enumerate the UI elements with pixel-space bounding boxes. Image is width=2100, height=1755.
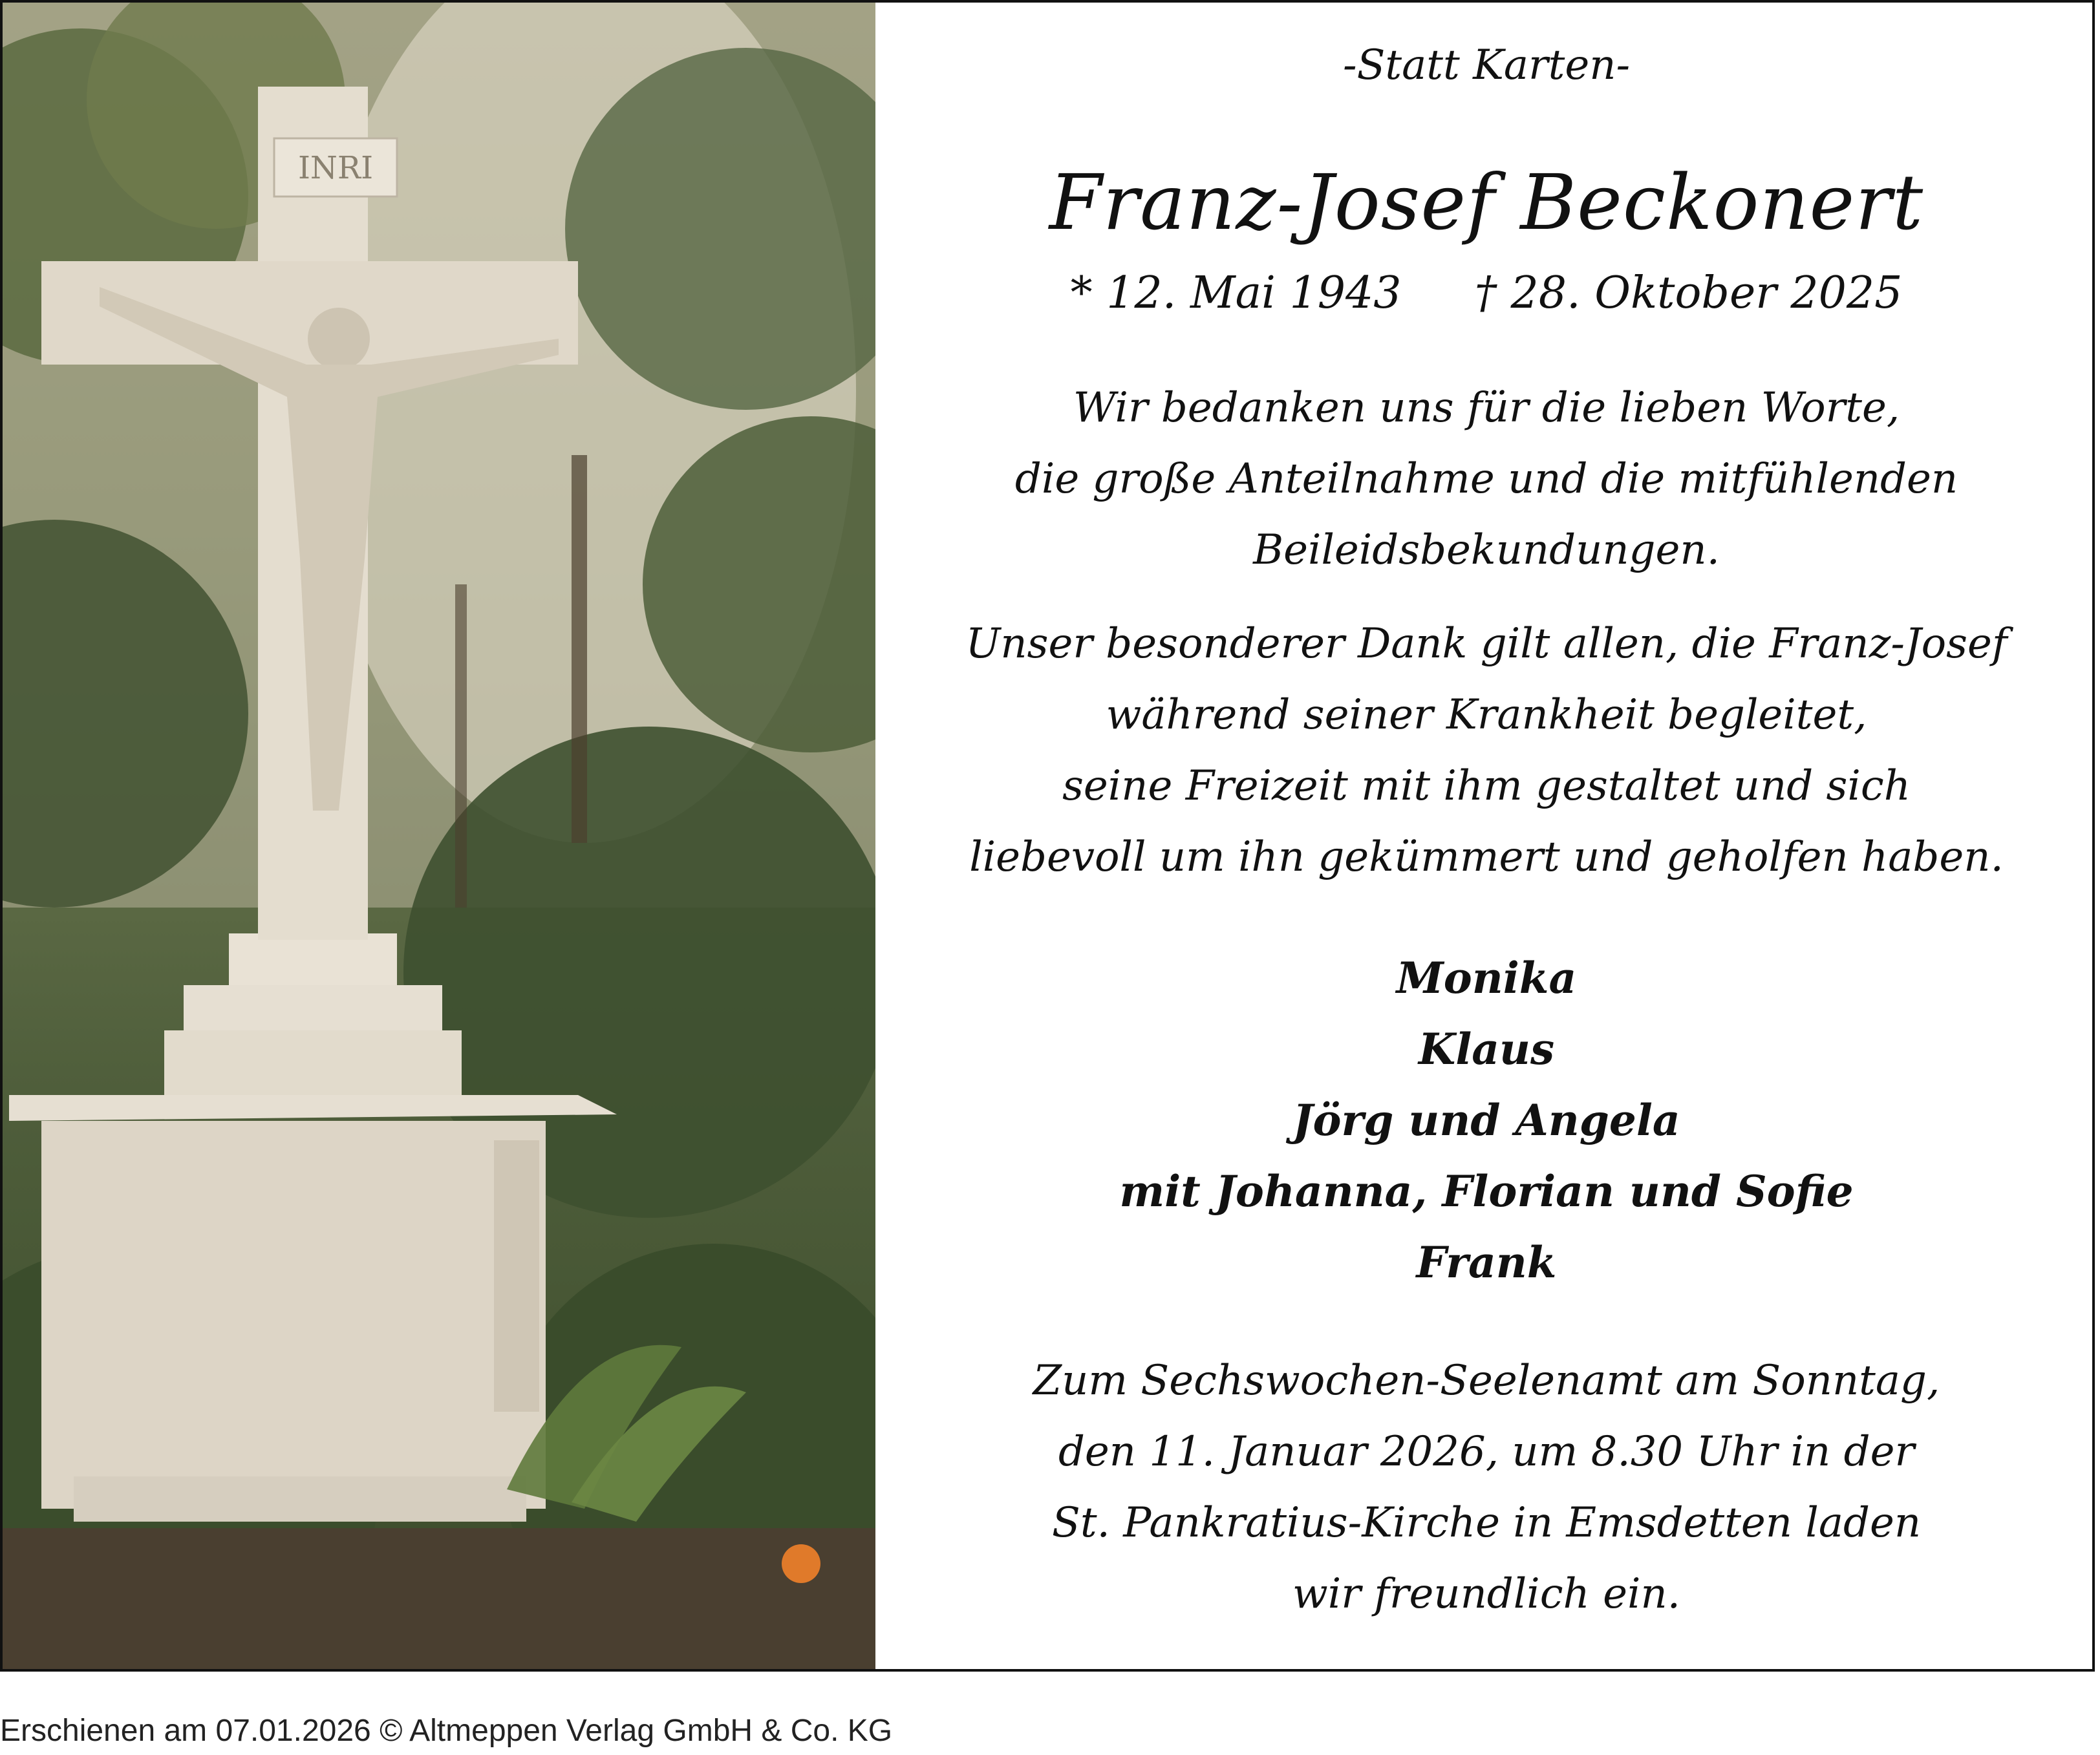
notice-text: [875, 3, 2095, 1672]
family-name: Klaus: [1418, 1024, 1555, 1074]
deceased-name: Franz-Josef Beckonert: [1049, 158, 1924, 247]
life-dates: [875, 268, 2095, 319]
service-line: Zum Sechswochen-Seelenamt am Sonntag,: [1033, 1357, 1940, 1405]
special-thanks-line: während seiner Krankheit begleitet,: [1106, 691, 1867, 739]
thanks-line: Wir bedanken uns für die lieben Worte,: [1073, 384, 1900, 432]
wayside-cross-photo: [3, 3, 875, 1672]
thanks-line: Beileidsbekundungen.: [1253, 526, 1720, 574]
birth-date: * 12. Mai 1943: [1070, 268, 1402, 319]
service-line: den 11. Januar 2026, um 8.30 Uhr in der: [1058, 1428, 1915, 1476]
service-line: St. Pankratius-Kirche in Emsdetten laden: [1051, 1499, 1922, 1547]
special-thanks-line: seine Freizeit mit ihm gestaltet und sich: [1062, 762, 1911, 810]
service-line: wir freundlich ein.: [1292, 1570, 1680, 1618]
thanks-line: die große Anteilnahme und die mitfühlenden: [1014, 455, 1958, 503]
family-name: Monika: [1396, 953, 1577, 1003]
family-name: Jörg und Angela: [1292, 1095, 1680, 1145]
death-date: † 28. Oktober 2025: [1474, 268, 1903, 319]
special-thanks-line: liebevoll um ihn gekümmert und geholfen haben.: [969, 833, 2004, 881]
family-name: Frank: [1416, 1237, 1557, 1288]
family-name: mit Johanna, Florian und Sofie: [1119, 1166, 1854, 1217]
cross-illustration: [3, 3, 875, 1672]
publication-footer: Erschienen am 07.01.2026 © Altmeppen Verlag GmbH & Co. KG: [0, 1714, 893, 1748]
cross-inscription: INRI: [297, 150, 374, 186]
special-thanks-line: Unser besonderer Dank gilt allen, die Franz-Josef: [965, 620, 2008, 668]
header-statt-karten: -Statt Karten-: [1342, 41, 1631, 89]
